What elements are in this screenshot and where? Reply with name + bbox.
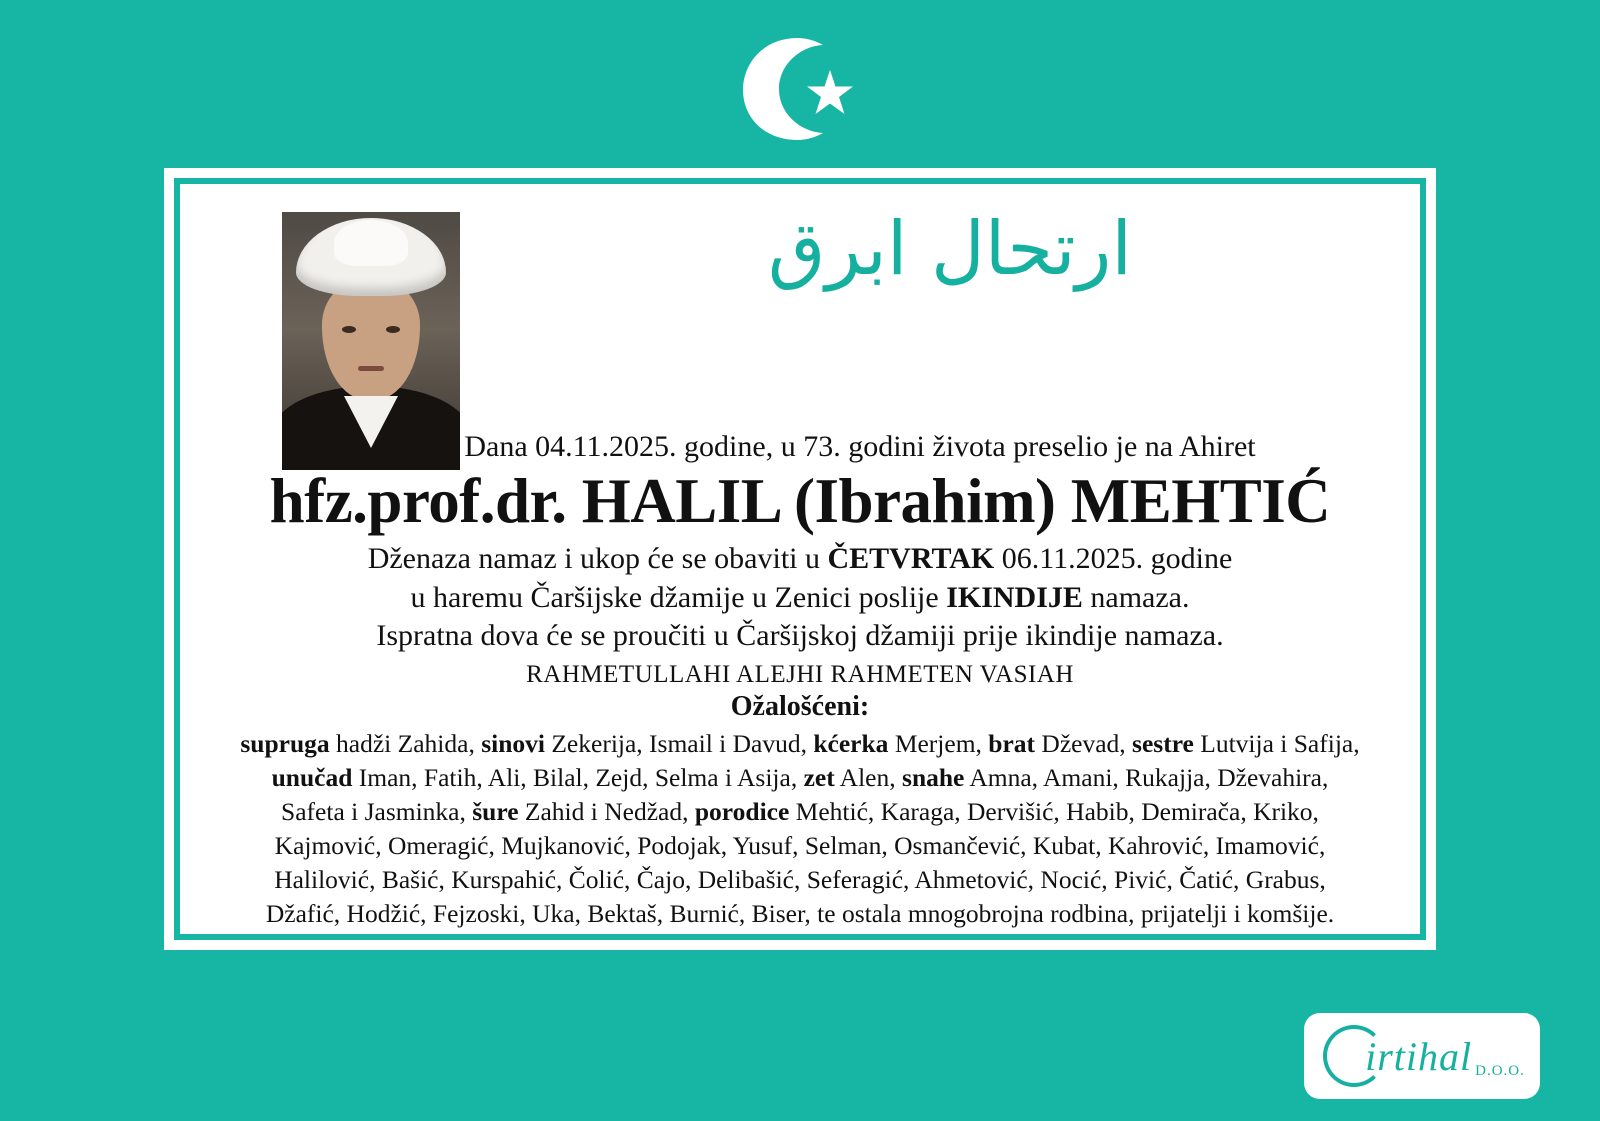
mourners-line: Halilović, Bašić, Kurspahić, Čolić, Čajo, Delibašić, Seferagić, Ahmetović, Nocić, Pivić, Čatić, Grabus, <box>274 864 1326 894</box>
funeral-line-2 <box>180 579 1420 617</box>
logo-name: irtihal <box>1365 1033 1473 1079</box>
portrait-eye-left <box>342 326 356 333</box>
mourners-heading: Ožalošćeni: <box>730 691 870 723</box>
card-border-mid <box>174 178 1426 940</box>
mourners-line: unučad Iman, Fatih, Ali, Bilal, Zejd, Selma i Asija, zet Alen, snahe Amna, Amani, Rukajja, Dževahira, <box>271 763 1329 793</box>
funeral-day: ČETVRTAK <box>827 542 995 576</box>
crescent-star-symbol <box>0 34 1600 144</box>
crescent-star-icon <box>735 34 865 144</box>
prayer-time: IKINDIJE <box>946 580 1083 614</box>
funeral-line-2-part-a: u haremu Čaršijske džamije u Zenici poslije <box>410 580 947 614</box>
funeral-line-1 <box>180 540 1420 578</box>
obituary-card <box>164 168 1436 950</box>
date-line: Dana 04.11.2025. godine, u 73. godini života preselio je na Ahiret <box>464 430 1256 463</box>
funeral-line-1-part-c: 06.11.2025. godine <box>994 542 1233 576</box>
deceased-name: hfz.prof.dr. HALIL (Ibrahim) MEHTIĆ <box>269 466 1331 536</box>
funeral-line-2-part-c: namaza. <box>1082 580 1190 614</box>
obituary-text-block <box>180 430 1420 931</box>
logo-wordmark <box>1319 1033 1525 1080</box>
funeral-line-1-part-a: Dženaza namaz i ukop će se obaviti u <box>367 542 828 576</box>
card-content <box>180 184 1420 934</box>
portrait-mouth <box>358 366 384 371</box>
rahmet-line: RAHMETULLAHI ALEJHI RAHMETEN VASIAH <box>526 661 1074 689</box>
mourners-line: Džafić, Hodžić, Fejzoski, Uka, Bektaš, Burnić, Biser, te ostala mnogobrojna rodbina, prijatelji i komšije. <box>265 898 1335 928</box>
company-logo <box>1304 1013 1540 1099</box>
funeral-line-3: Ispratna dova će se proučiti u Čaršijskoj džamiji prije ikindije namaza. <box>376 618 1224 652</box>
arabic-heading: ارتحال ابرق <box>768 206 1132 292</box>
mourners-line: supruga hadži Zahida, sinovi Zekerija, Ismail i Davud, kćerka Merjem, brat Dževad, sestre Lutvija i Safija, <box>240 729 1360 759</box>
mourners-line: Safeta i Jasminka, šure Zahid i Nedžad, porodice Mehtić, Karaga, Dervišić, Habib, Demirača, Kriko, <box>281 797 1319 827</box>
logo-suffix: D.O.O. <box>1475 1062 1525 1079</box>
mourners-list <box>180 727 1420 930</box>
portrait-eye-right <box>386 326 400 333</box>
mourners-line: Kajmović, Omeragić, Mujkanović, Podojak, Yusuf, Selman, Osmančević, Kubat, Kahrović, Imamović, <box>274 831 1326 861</box>
logo-ring-icon <box>1323 1025 1385 1087</box>
